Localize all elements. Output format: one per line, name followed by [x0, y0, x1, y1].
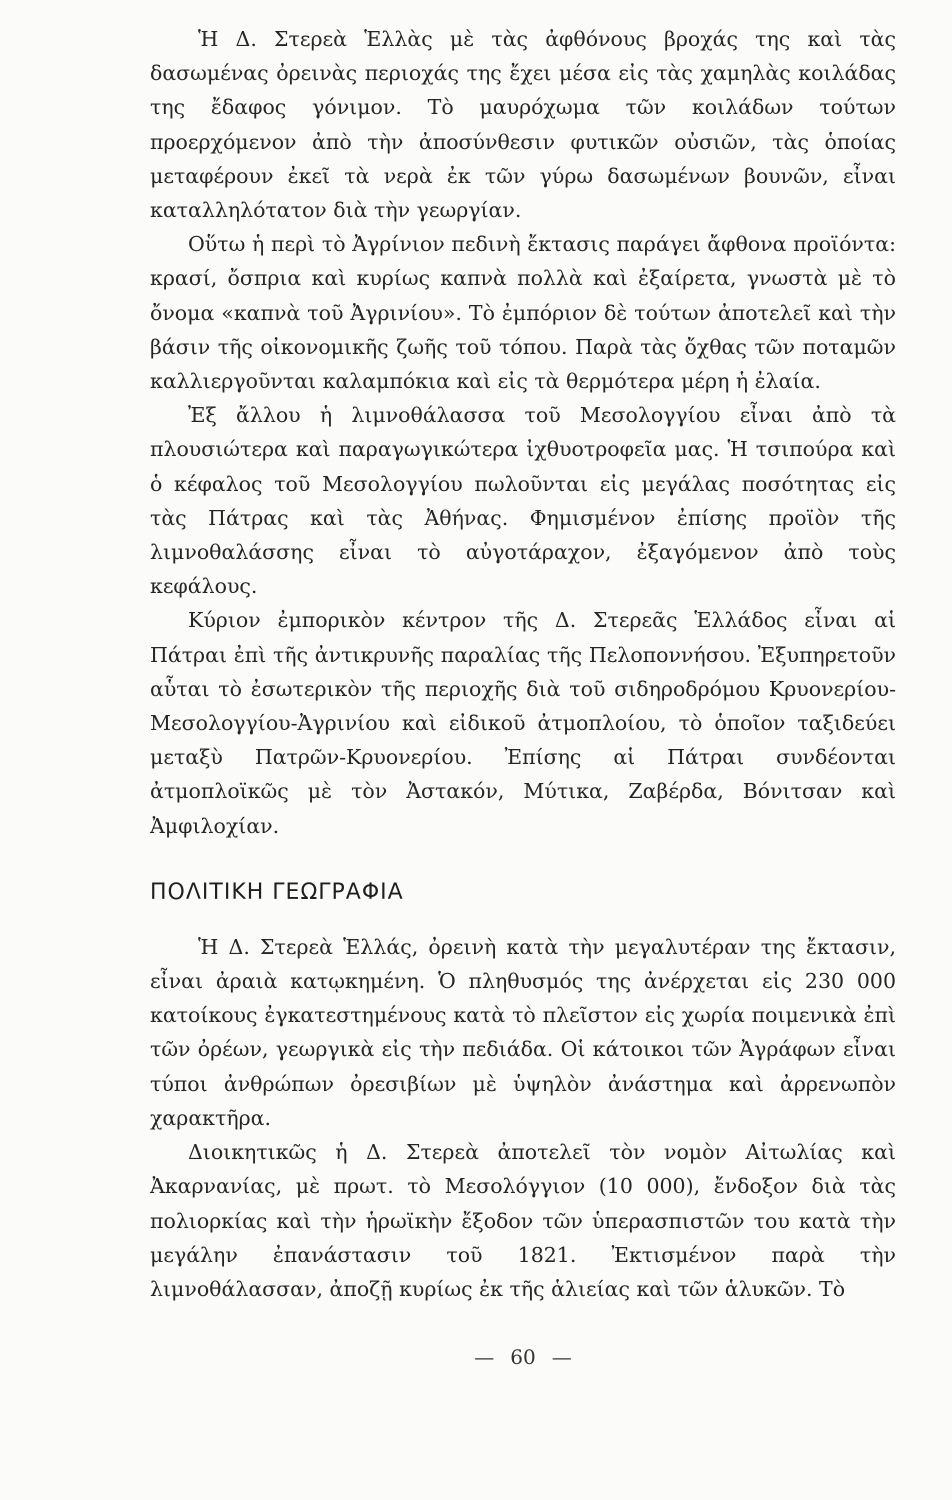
paragraph-soil-fertility: Ἡ Δ. Στερεὰ Ἑλλὰς μὲ τὰς ἀφθόνους βροχάς της καὶ τὰς δασωμένας ὀρεινὰς περιοχάς της ἔχει μέσα εἰς τὰς χαμηλὰς κοιλάδας της ἔδαφος γόνιμον. Τὸ μαυρόχωμα τῶν κοιλάδων τούτων προερχόμενον ἀπὸ τὴν ἀποσύνθεσιν φυτικῶν οὐσιῶν, τὰς ὁποίας μεταφέρουν ἐκεῖ τὰ νερὰ ἐκ τῶν γύρω δασωμένων βουνῶν, εἶναι καταλληλότατον διὰ τὴν γεωργίαν.	[150, 27, 896, 223]
paragraph-population: Ἡ Δ. Στερεὰ Ἑλλάς, ὀρεινὴ κατὰ τὴν μεγαλυτέραν της ἔκτασιν, εἶναι ἀραιὰ κατῳκημένη. Ὁ πληθυσμός της ἀνέρχεται εἰς 230 000 κατοίκους ἐγκατεστημένους κατὰ τὸ πλεῖστον εἰς χωρία ποιμενικὰ ἐπὶ τῶν ὀρέων, γεωργικὰ εἰς τὴν πεδιάδα. Οἱ κάτοικοι τῶν Ἀγράφων εἶναι τύποι ἀνθρώπων ὀρεσιβίων μὲ ὑψηλὸν ἀνάστημα καὶ ἀρρενωπὸν χαρακτῆρα.	[150, 934, 896, 1130]
page-number: 60	[510, 1345, 536, 1369]
paragraph-administration: Διοικητικῶς ἡ Δ. Στερεὰ ἀποτελεῖ τὸν νομὸν Αἰτωλίας καὶ Ἀκαρνανίας, μὲ πρωτ. τὸ Μεσολόγγιον (10 000), ἔνδοξον διὰ τὰς πολιορκίας καὶ τὴν ἡρωϊκὴν ἔξοδον τῶν ὑπερασπιστῶν του κατὰ τὴν μεγάλην ἐπανάστασιν τοῦ 1821. Ἐκτισμένον παρὰ τὴν λιμνοθάλασσαν, ἀποζῇ κυρίως ἐκ τῆς ἁλιείας καὶ τῶν ἁλυκῶν. Τὸ	[150, 1140, 896, 1301]
paragraph-patras-trade: Κύριον ἐμπορικὸν κέντρον τῆς Δ. Στερεᾶς Ἑλλάδος εἶναι αἱ Πάτραι ἐπὶ τῆς ἀντικρυνῆς παραλίας τῆς Πελοποννήσου. Ἐξυπηρετοῦν αὗται τὸ ἐσωτερικὸν τῆς περιοχῆς διὰ τοῦ σιδηροδρόμου Κρυονερίου-Μεσολογγίου-Ἀγρινίου καὶ εἰδικοῦ ἀτμοπλοίου, τὸ ὁποῖον ταξιδεύει μεταξὺ Πατρῶν-Κρυονερίου. Ἐπίσης αἱ Πάτραι συνδέονται ἀτμοπλοϊκῶς μὲ τὸν Ἀστακόν, Μύτικα, Ζαβέρδα, Βόνιτσαν καὶ Ἀμφιλοχίαν.	[150, 608, 896, 838]
section-heading-political-geography: ΠΟΛΙΤΙΚΗ ΓΕΩΓΡΑΦΙΑ	[150, 879, 404, 905]
page-number-dash-left: —	[474, 1345, 495, 1369]
page-number-footer	[0, 1345, 952, 1369]
paragraph-agrinio-products: Οὕτω ἡ περὶ τὸ Ἀγρίνιον πεδινὴ ἔκτασις παράγει ἄφθονα προϊόντα: κρασί, ὄσπρια καὶ κυρίως καπνὰ πολλὰ καὶ ἐξαίρετα, γνωστὰ μὲ τὸ ὄνομα «καπνὰ τοῦ Ἀγρινίου». Τὸ ἐμπόριον δὲ τούτων ἀποτελεῖ καὶ τὴν βάσιν τῆς οἰκονομικῆς ζωῆς τοῦ τόπου. Παρὰ τὰς ὄχθας τῶν ποταμῶν καλλιεργοῦνται καλαμπόκια καὶ εἰς τὰ θερμότερα μέρη ἡ ἐλαία.	[150, 232, 896, 394]
page-number-dash-right: —	[551, 1345, 572, 1369]
paragraph-mesolongi-lagoon: Ἐξ ἄλλου ἡ λιμνοθάλασσα τοῦ Μεσολογγίου εἶναι ἀπὸ τὰ πλουσιώτερα καὶ παραγωγικώτερα ἰχθυοτροφεῖα μας. Ἡ τσιπούρα καὶ ὁ κέφαλος τοῦ Μεσολογγίου πωλοῦνται εἰς μεγάλας ποσότητας εἰς τὰς Πάτρας καὶ τὰς Ἀθήνας. Φημισμένον ἐπίσης προϊὸν τῆς λιμνοθαλάσσης εἶναι τὸ αὐγοτάραχον, ἐξαγόμενον ἀπὸ τοὺς κεφάλους.	[150, 403, 896, 599]
